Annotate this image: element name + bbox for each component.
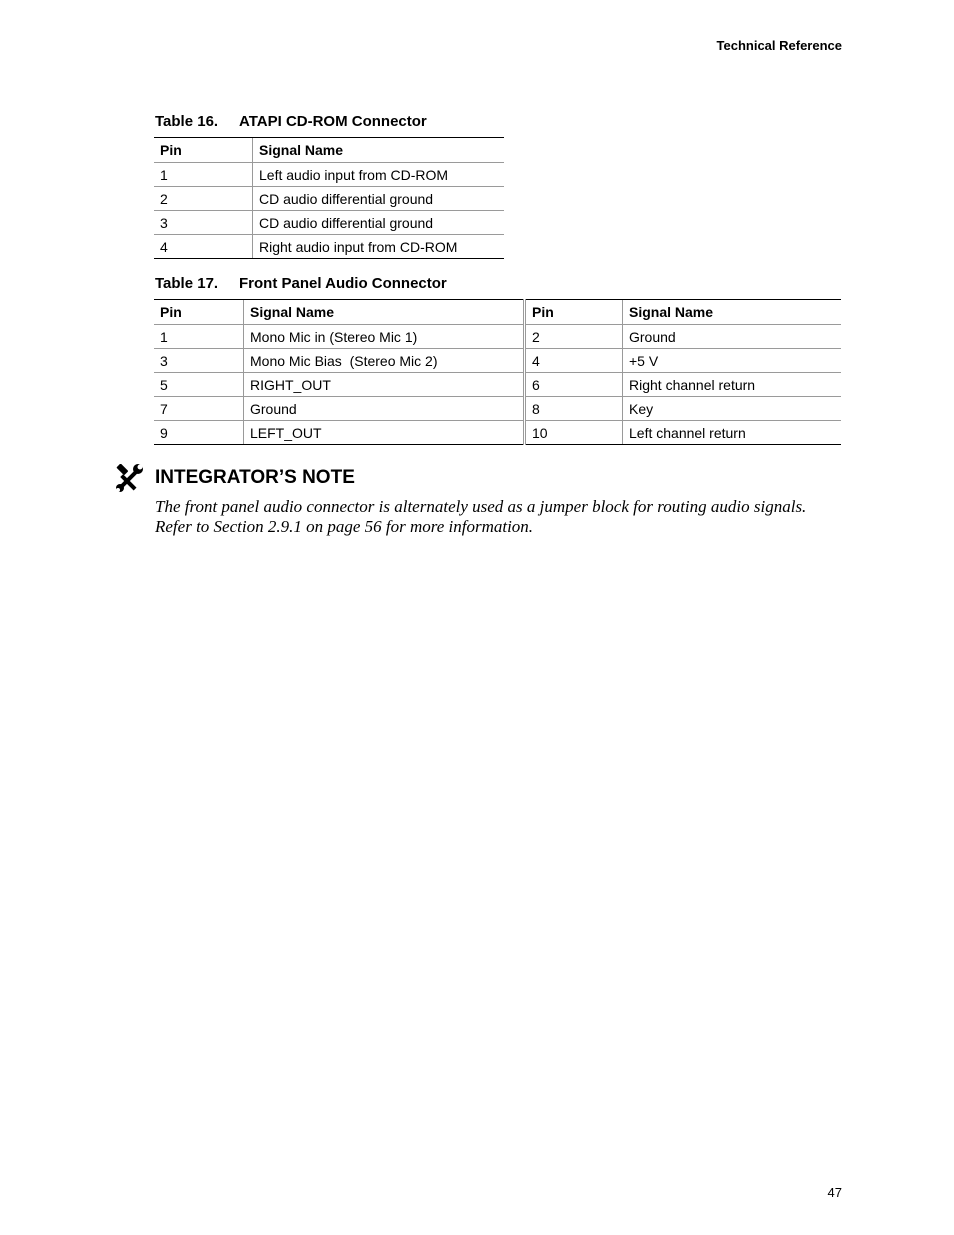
integrators-note-heading (114, 464, 355, 492)
table-row (154, 211, 504, 235)
table-row (154, 397, 841, 421)
table-row (154, 421, 841, 445)
cell-pin: 6 (525, 373, 623, 397)
col-header-pin: Pin (154, 138, 253, 163)
cell-signal: Mono Mic Bias (Stereo Mic 2) (244, 349, 525, 373)
cell-signal: Ground (623, 325, 842, 349)
cell-pin: 5 (154, 373, 244, 397)
table-row (154, 163, 504, 187)
table-header-row (154, 300, 841, 325)
table16 (154, 137, 504, 259)
cell-signal: CD audio differential ground (253, 211, 505, 235)
note-body: The front panel audio connector is alternately used as a jumper block for routing audio signals. Refer to Section 2.9.1 on page 56 for more information. (155, 497, 807, 536)
page-number: 47 (827, 1185, 842, 1200)
table17 (154, 299, 841, 445)
cell-pin: 1 (154, 163, 253, 187)
cell-signal: RIGHT_OUT (244, 373, 525, 397)
cell-signal: CD audio differential ground (253, 187, 505, 211)
col-header-signal-name: Signal Name (623, 300, 842, 325)
cell-signal: Right audio input from CD-ROM (253, 235, 505, 259)
col-header-pin: Pin (154, 300, 244, 325)
table17-caption-title: Front Panel Audio Connector (239, 275, 447, 292)
cell-pin: 4 (525, 349, 623, 373)
cell-signal: LEFT_OUT (244, 421, 525, 445)
col-header-signal-name: Signal Name (244, 300, 525, 325)
table17-caption-number: Table 17. (155, 275, 219, 292)
cell-signal: Left channel return (623, 421, 842, 445)
cell-signal: +5 V (623, 349, 842, 373)
cell-signal: Key (623, 397, 842, 421)
note-title: INTEGRATOR’S NOTE (155, 467, 355, 488)
cell-pin: 2 (154, 187, 253, 211)
cell-pin: 4 (154, 235, 253, 259)
cell-pin: 8 (525, 397, 623, 421)
table-row (154, 349, 841, 373)
cell-signal: Left audio input from CD-ROM (253, 163, 505, 187)
table16-caption-title: ATAPI CD-ROM Connector (239, 113, 427, 130)
cell-pin: 2 (525, 325, 623, 349)
col-header-signal-name: Signal Name (253, 138, 505, 163)
table16-caption (155, 113, 427, 130)
tools-icon (114, 464, 144, 492)
cell-pin: 3 (154, 211, 253, 235)
cell-pin: 10 (525, 421, 623, 445)
table-header-row (154, 138, 504, 163)
table-row (154, 187, 504, 211)
cell-pin: 9 (154, 421, 244, 445)
table16-caption-number: Table 16. (155, 113, 219, 130)
cell-signal: Ground (244, 397, 525, 421)
cell-pin: 3 (154, 349, 244, 373)
running-header: Technical Reference (716, 38, 842, 53)
col-header-pin: Pin (525, 300, 623, 325)
table-row (154, 235, 504, 259)
cell-signal: Right channel return (623, 373, 842, 397)
cell-pin: 1 (154, 325, 244, 349)
table-row (154, 373, 841, 397)
cell-signal: Mono Mic in (Stereo Mic 1) (244, 325, 525, 349)
table-row (154, 325, 841, 349)
cell-pin: 7 (154, 397, 244, 421)
table17-caption (155, 275, 447, 292)
